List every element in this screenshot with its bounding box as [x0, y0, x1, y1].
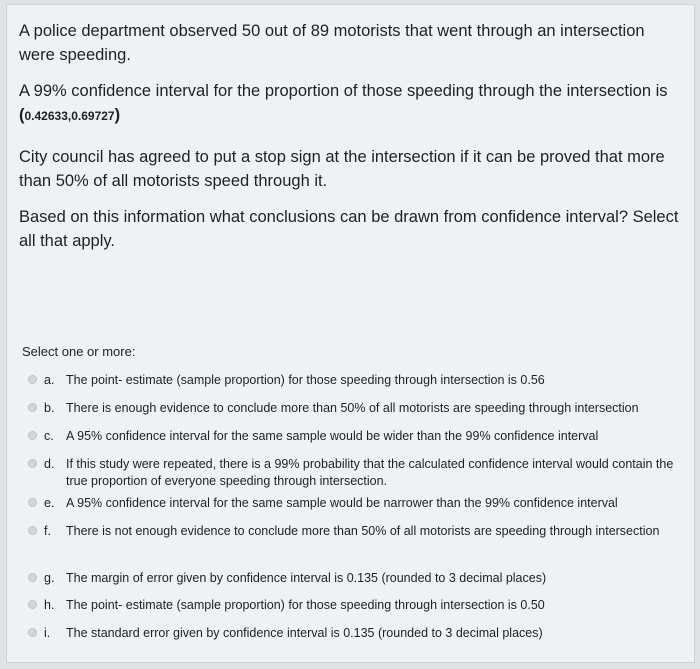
- checkbox-e[interactable]: [28, 498, 37, 507]
- option-text[interactable]: A 95% confidence interval for the same sample would be narrower than the 99% confidence interval: [66, 496, 618, 510]
- option-text[interactable]: There is not enough evidence to conclude more than 50% of all motorists are speeding through intersection: [66, 524, 660, 538]
- option-text[interactable]: The point- estimate (sample proportion) for those speeding through intersection is 0.50: [66, 598, 545, 612]
- option-letter: c.: [44, 429, 54, 443]
- question-text-stop-sign: City council has agreed to put a stop sign at the intersection if it can be proved that more than 50% of all motorists speed through it.: [19, 148, 665, 190]
- checkbox-g[interactable]: [28, 573, 37, 582]
- option-letter: e.: [44, 496, 55, 510]
- option-letter: d.: [44, 457, 55, 471]
- option-letter: g.: [44, 571, 55, 585]
- confidence-interval-prefix: A 99% confidence interval for the proportion of those speeding through the intersection is: [19, 82, 668, 100]
- interval-open-paren: (: [19, 106, 25, 124]
- checkbox-a[interactable]: [28, 375, 37, 384]
- question-box: [6, 4, 695, 663]
- checkbox-c[interactable]: [28, 431, 37, 440]
- checkbox-f[interactable]: [28, 526, 37, 535]
- option-text[interactable]: If this study were repeated, there is a 99% probability that the calculated confidence interval would contain the true proportion of everyone speeding through intersection.: [66, 457, 674, 488]
- question-text-confidence-interval: [19, 79, 684, 128]
- option-text[interactable]: The margin of error given by confidence interval is 0.135 (rounded to 3 decimal places): [66, 571, 547, 585]
- option-letter: f.: [44, 524, 51, 538]
- option-text[interactable]: The point- estimate (sample proportion) for those speeding through intersection is 0.56: [66, 373, 545, 387]
- option-text[interactable]: There is enough evidence to conclude more than 50% of all motorists are speeding through intersection: [66, 401, 639, 415]
- select-prompt: Select one or more:: [22, 344, 136, 359]
- checkbox-b[interactable]: [28, 403, 37, 412]
- option-letter: b.: [44, 401, 55, 415]
- interval-close-paren: ): [114, 106, 121, 124]
- option-text[interactable]: The standard error given by confidence interval is 0.135 (rounded to 3 decimal places): [66, 626, 543, 640]
- question-text-observation: A police department observed 50 out of 89 motorists that went through an intersection were speeding.: [19, 22, 645, 64]
- checkbox-d[interactable]: [28, 459, 37, 468]
- checkbox-h[interactable]: [28, 600, 37, 609]
- confidence-interval-value: 0.42633,0.69727: [24, 109, 115, 123]
- option-letter: i.: [44, 626, 51, 640]
- question-text-instruction: Based on this information what conclusions can be drawn from confidence interval? Select all that apply.: [19, 208, 679, 250]
- option-letter: a.: [44, 373, 55, 387]
- option-letter: h.: [44, 598, 55, 612]
- option-text[interactable]: A 95% confidence interval for the same sample would be wider than the 99% confidence interval: [66, 429, 599, 443]
- checkbox-i[interactable]: [28, 628, 37, 637]
